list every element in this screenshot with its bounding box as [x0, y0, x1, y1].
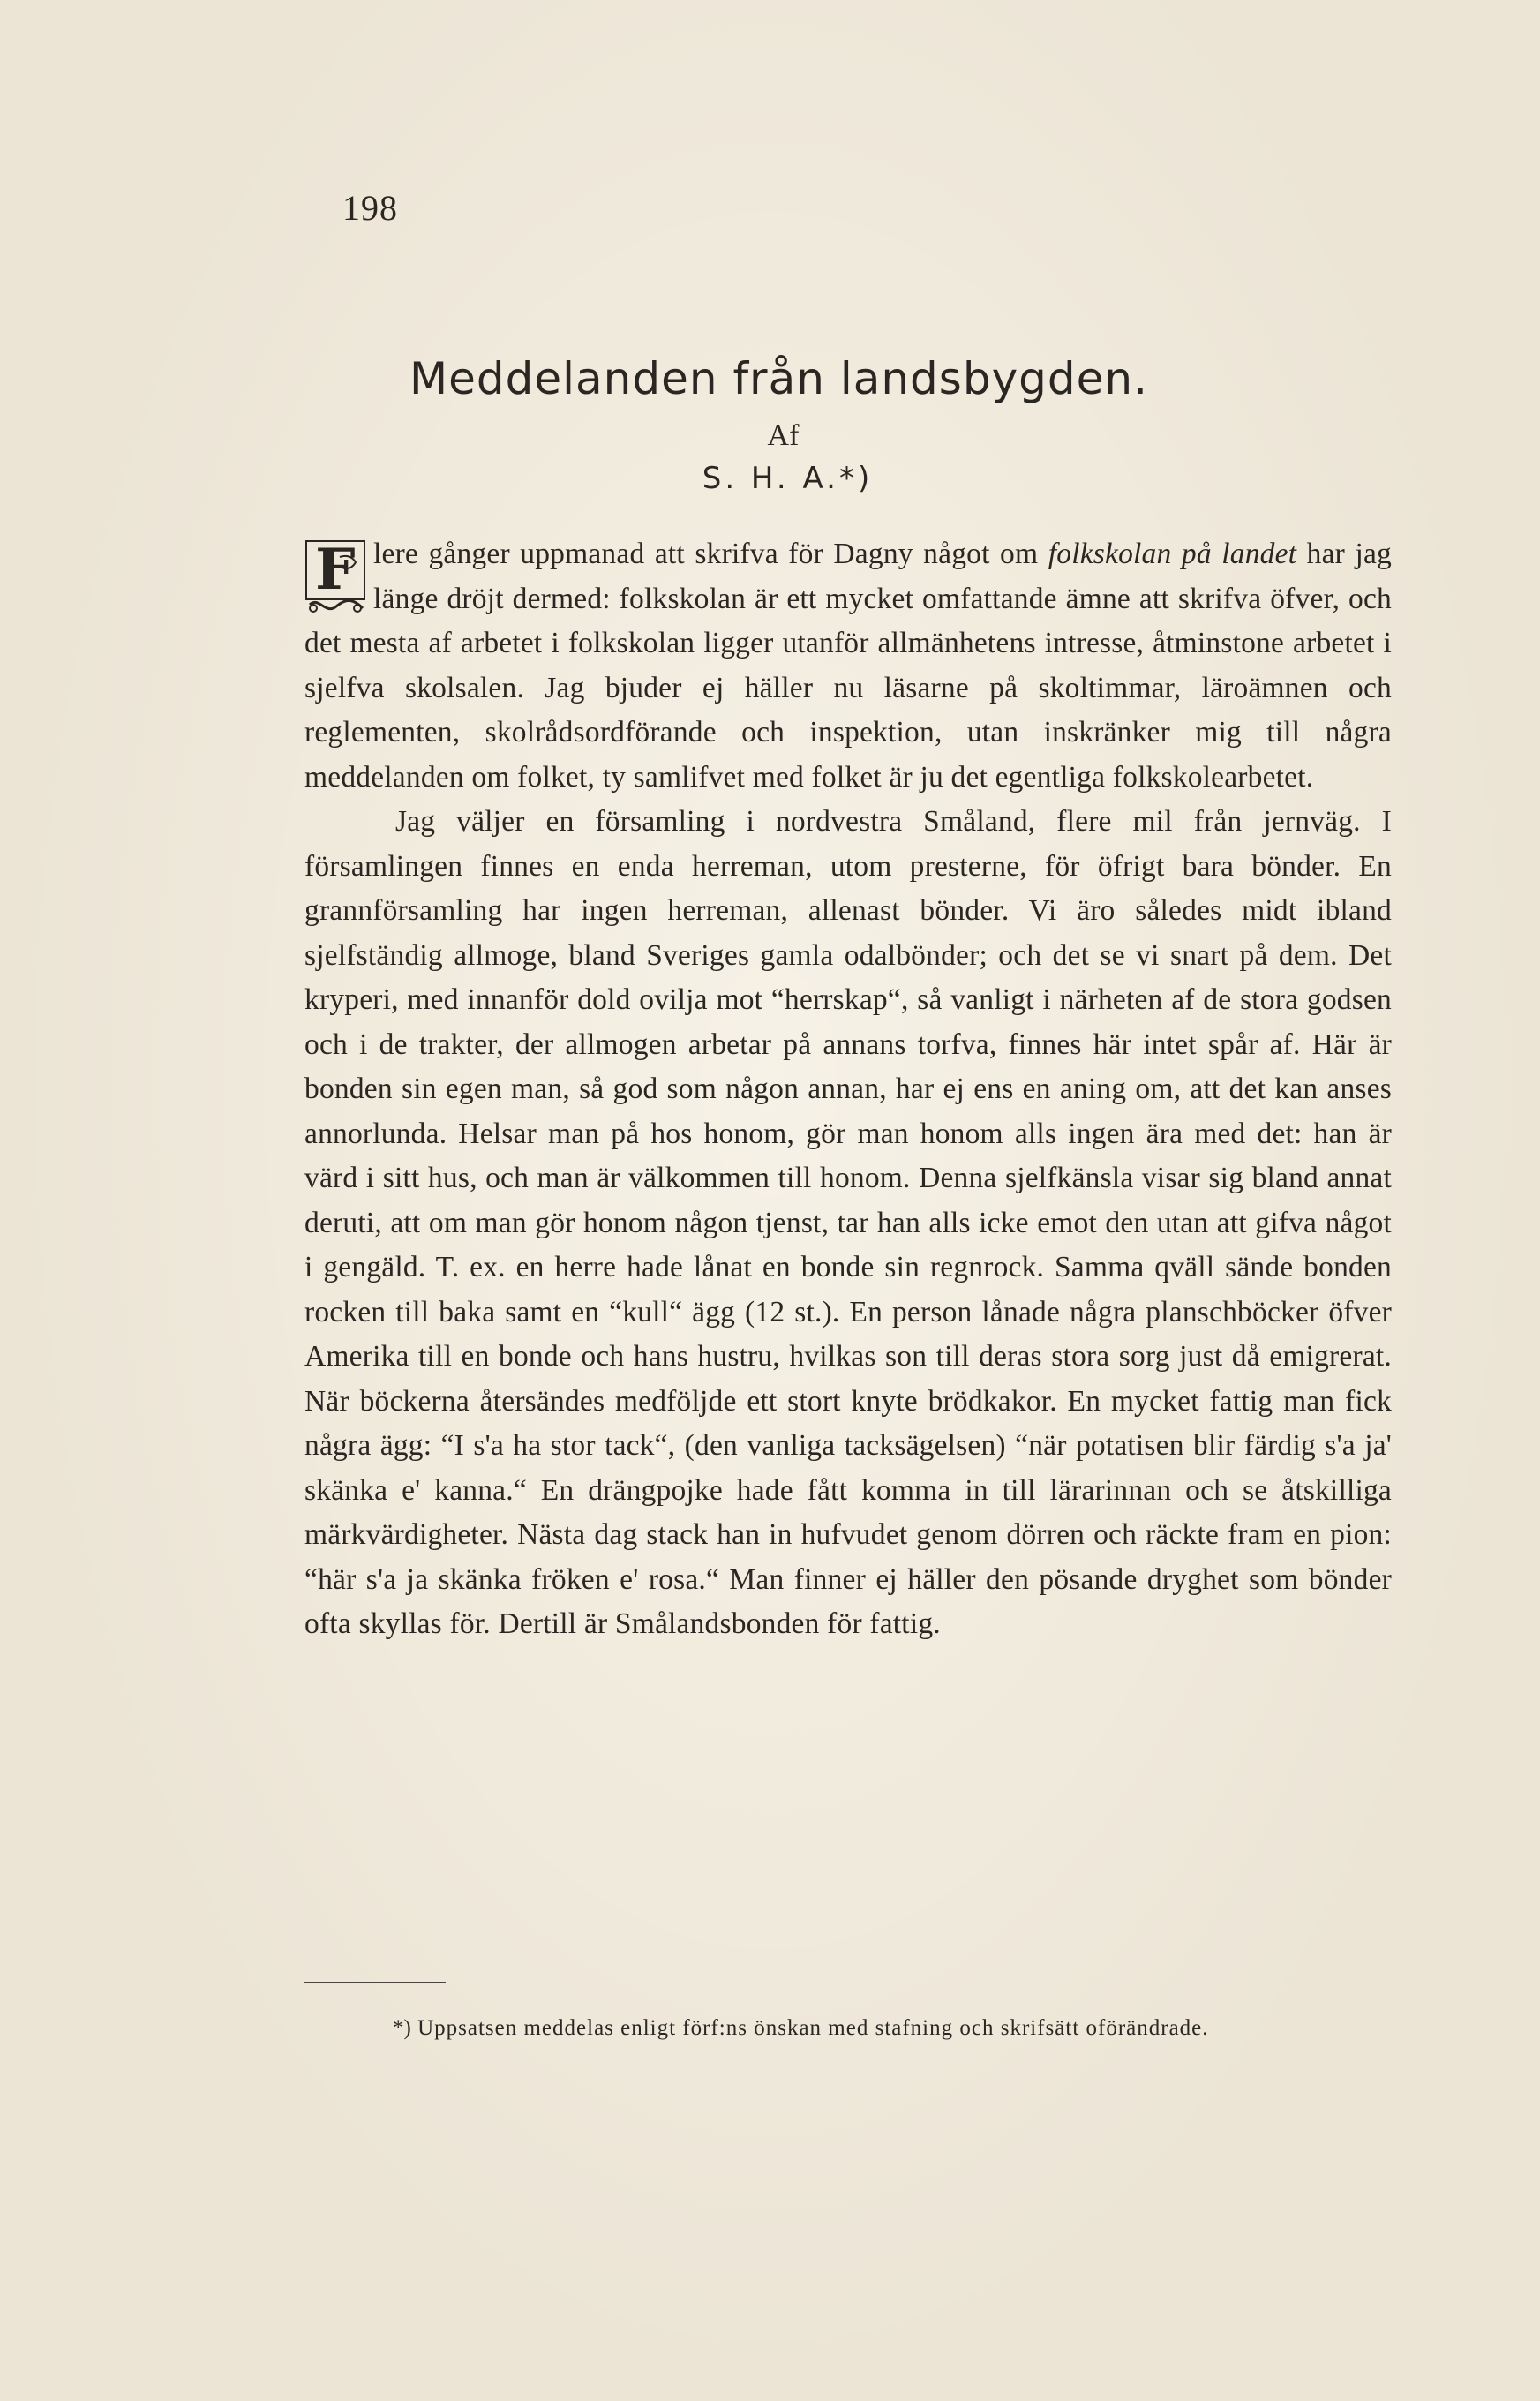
footnote-divider [304, 1982, 446, 1983]
article-body [304, 532, 1392, 1647]
article-author: S. H. A.*) [702, 461, 874, 496]
footnote-text: Uppsatsen meddelas enligt förf:ns önskan med stafning och skrifsätt oförändrade. [410, 2016, 1209, 2040]
paragraph-1-rest: har jag länge dröjt dermed: folkskolan är ett mycket omfattande ämne att skrifva öfver, och det mesta af arbetet i folkskolan ligger utanför allmänhetens intresse, åtminstone arbetet i sjelfva skolsalen. Jag bjuder ej häller nu läsarne på skoltimmar, läroämnen och reglementen, skolrådsordförande och inspektion, utan inskränker mig till några meddelanden om folket, ty samlifvet med folket är ju det egentliga folkskolearbetet. [304, 538, 1393, 794]
footnote-mark: *) [393, 2016, 411, 2040]
paragraph-2: Jag väljer en församling i nordvestra Småland, flere mil från jernväg. I församlingen finnes en enda herreman, utom presterne, för öfrigt bara bönder. En grannförsamling har ingen herreman, allenast bönder. Vi äro således midt ibland sjelfständig allmoge, bland Sveriges gamla odalbönder; och det se vi snart på dem. Det kryperi, med innanför dold ovilja mot “herrskap“, så vanligt i närheten af de stora godsen och i de trakter, der allmogen arbetar på annans torfva, finnes här intet spår af. Här är bonden sin egen man, så god som någon annan, har ej ens en aning om, att det kan anses annorlunda. Helsar man på hos honom, gör man honom alls ingen ära med det: han är värd i sitt hus, och man är välkommen till honom. Denna sjelfkänsla visar sig bland annat deruti, att om man gör honom någon tjenst, tar han alls icke emot den utan att gifva något i gengäld. T. ex. en herre hade lånat en bonde sin regnrock. Samma qväll sände bonden rocken till baka samt en “kull“ ägg (12 st.). En person lånade några planschböcker öfver Amerika till en bonde och hans hustru, hvilkas son till deras stora sorg just då emigrerat. När böckerna återsändes medföljde ett stort knyte brödkakor. En mycket fattig man fick några ägg: “I s'a ha stor tack“, (den vanliga tacksägelsen) “när potatisen blir färdig s'a ja' skänka e' kanna.“ En drängpojke hade fått komma in till lärarinnan och se åtskilliga märkvärdigheter. Nästa dag stack han in hufvudet genom dörren och räckte fram en pion: “här s'a ja skänka fröken e' rosa.“ Man finner ej häller den pösande dryghet som bönder ofta skyllas för. Dertill är Smålandsbonden för fattig. [304, 805, 1392, 1640]
byline-prefix: Af [767, 419, 800, 452]
dropcap-letter: F [315, 537, 356, 603]
footnote [304, 2011, 1392, 2046]
article-title: Meddelanden från landsbygden. [409, 353, 1148, 404]
paragraph-1-italic: folkskolan på landet [1048, 538, 1297, 570]
paragraph-1-intro: lere gånger uppmanad att skrifva för Dagny något om [373, 538, 1048, 570]
dropcap-ornament [304, 539, 366, 615]
page-number: 198 [342, 188, 398, 228]
paragraph-1 [304, 532, 1392, 800]
